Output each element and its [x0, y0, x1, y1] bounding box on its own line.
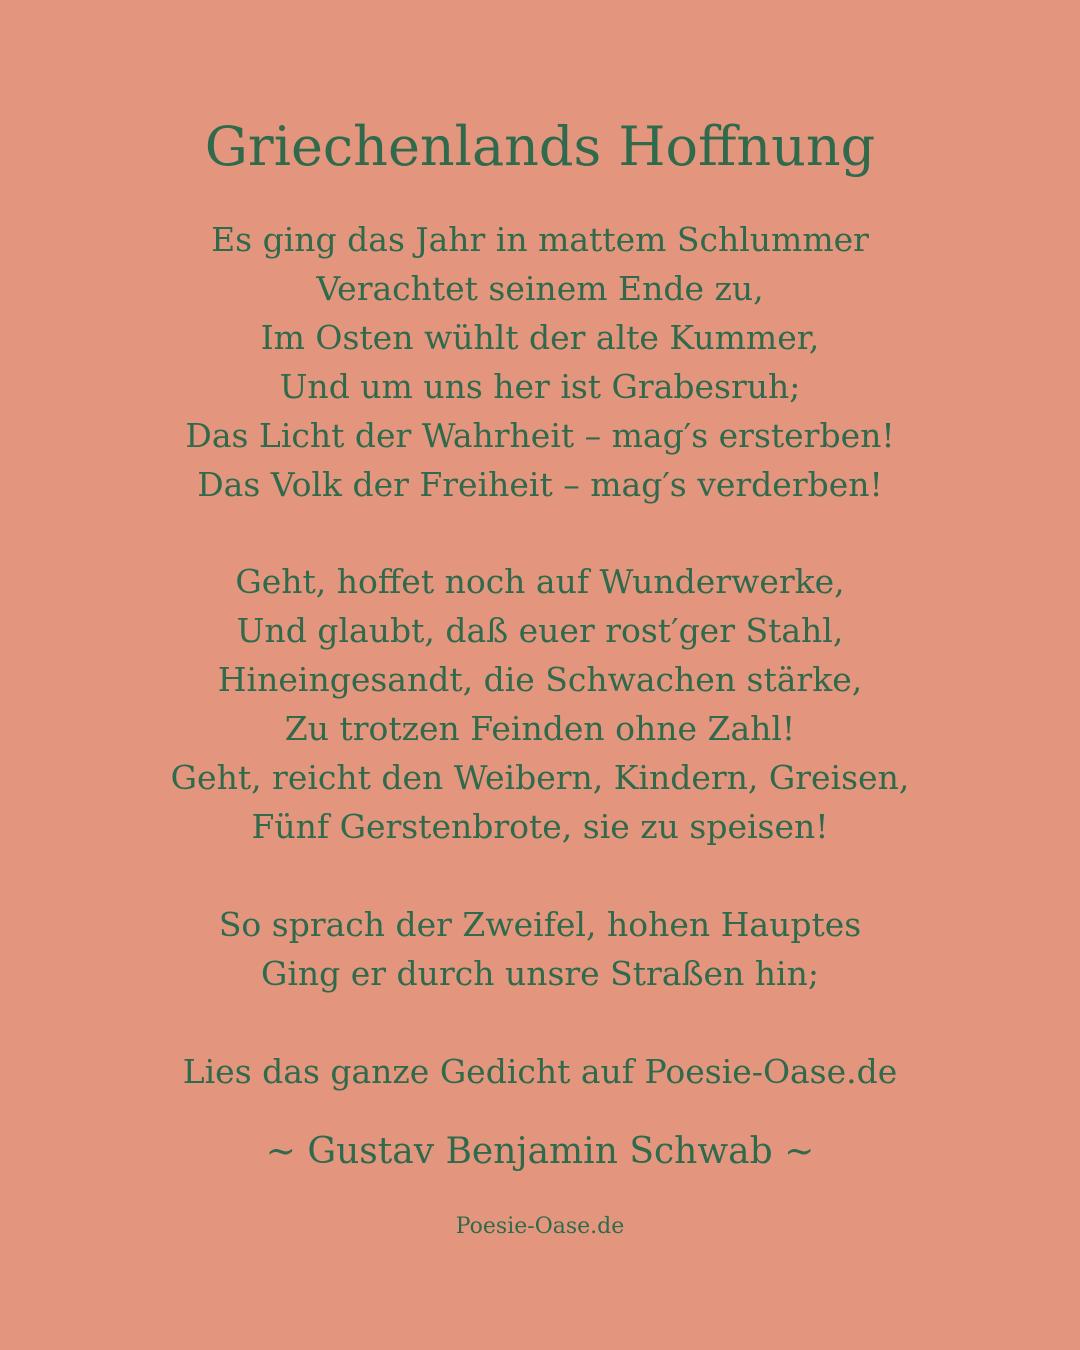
site-watermark: Poesie-Oase.de — [455, 1214, 625, 1239]
poem-line: Und glaubt, daß euer rost′ger Stahl, — [236, 611, 844, 650]
poem-line: Verachtet seinem Ende zu, — [316, 269, 764, 308]
poem-line: Im Osten wühlt der alte Kummer, — [260, 318, 820, 357]
poem-line: Zu trotzen Feinden ohne Zahl! — [284, 709, 796, 748]
read-more-text: Lies das ganze Gedicht auf Poesie-Oase.de — [182, 1052, 898, 1091]
poem-line: Ging er durch unsre Straßen hin; — [260, 954, 819, 993]
stanza-3 — [0, 900, 1080, 998]
poem-line: Das Licht der Wahrheit – mag′s ersterben! — [185, 416, 895, 455]
poem-line: Fünf Gerstenbrote, sie zu speisen! — [251, 807, 829, 846]
poem-title: Griechenlands Hoffnung — [204, 115, 876, 178]
poem-line: Es ging das Jahr in mattem Schlummer — [211, 220, 869, 259]
poem-line: Das Volk der Freiheit – mag′s verderben! — [197, 465, 883, 504]
poem-line: Geht, reicht den Weibern, Kindern, Greisen, — [170, 758, 910, 797]
author-name: ~ Gustav Benjamin Schwab ~ — [265, 1131, 815, 1172]
stanza-2 — [0, 557, 1080, 851]
poem-line: So sprach der Zweifel, hohen Hauptes — [218, 905, 862, 944]
poem-line: Und um uns her ist Grabesruh; — [279, 367, 801, 406]
stanza-1 — [0, 215, 1080, 509]
poem-line: Geht, hoffet noch auf Wunderwerke, — [235, 562, 845, 601]
poem-line: Hineingesandt, die Schwachen stärke, — [217, 660, 863, 699]
